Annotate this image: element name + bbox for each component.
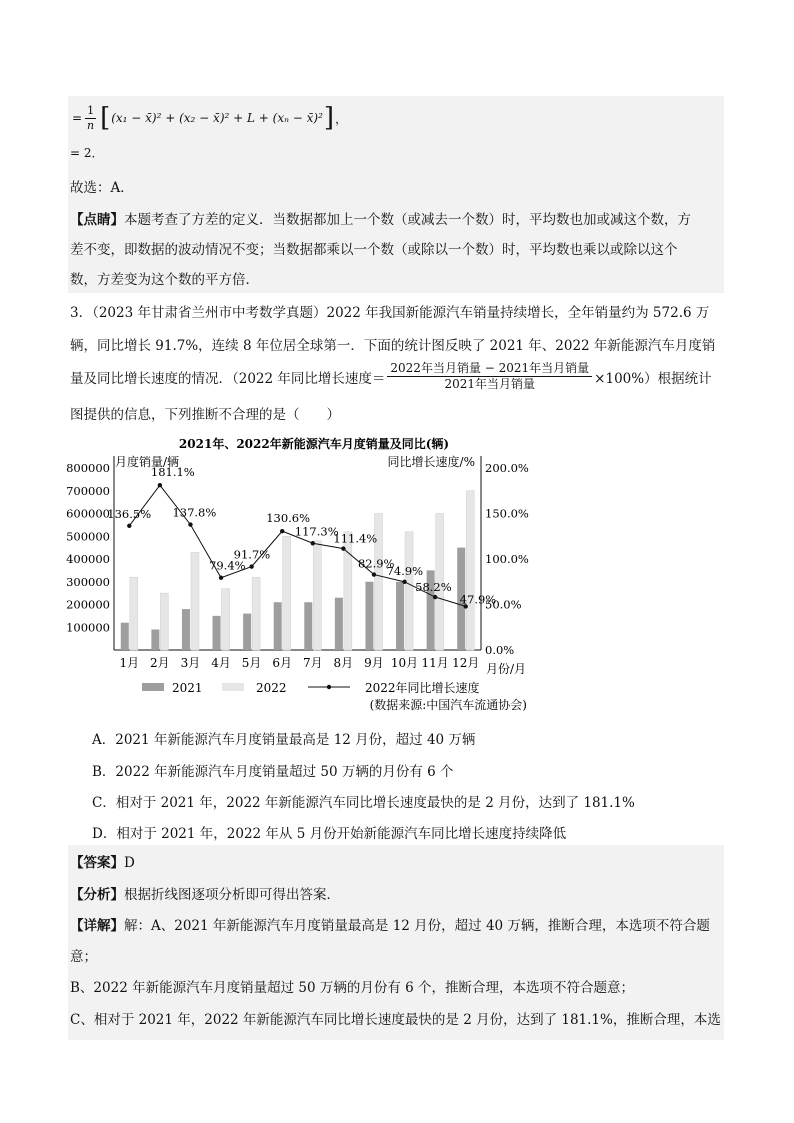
answer-tag: 【答案】 xyxy=(70,855,124,871)
growth-point-label: 74.9% xyxy=(386,563,424,578)
formula-numerator: 1 xyxy=(87,103,95,117)
growth-point-label: 130.6% xyxy=(266,511,311,526)
growth-point xyxy=(249,564,253,568)
y2-tick-label: 50.0% xyxy=(485,597,522,612)
y-tick-label: 800000 xyxy=(66,461,110,475)
x-tick-label: 4月 xyxy=(211,656,231,670)
y2-tick-label: 150.0% xyxy=(485,506,529,521)
detail-text-1: 解：A、2021 年新能源汽车月度销量最高是 12 月份，超过 40 万辆，推断合理，本选项不符合题 xyxy=(124,918,710,934)
dianjing-line-2: 差不变，即数据的波动情况不变；当数据都乘以一个数（或除以一个数）时，平均数也乘以或除以这个 xyxy=(70,242,678,258)
bar-2022 xyxy=(313,541,321,650)
growth-point xyxy=(341,546,345,550)
y-tick-label: 100000 xyxy=(66,620,110,635)
dianjing-tag: 【点睛】 xyxy=(70,212,124,228)
bar-2021 xyxy=(335,598,343,650)
formula-denominator: n xyxy=(87,118,95,132)
bar-2022 xyxy=(130,577,138,650)
chart-source: (数据来源:中国汽车流通协会) xyxy=(369,698,527,712)
bar-2022 xyxy=(160,593,168,650)
detail-tag: 【详解】 xyxy=(70,918,124,934)
y2-tick-label: 200.0% xyxy=(485,461,529,475)
option-b: B．2022 年新能源汽车月度销量超过 50 万辆的月份有 6 个 xyxy=(92,764,454,780)
bar-2021 xyxy=(151,630,159,650)
detail-line-3: B、2022 年新能源汽车月度销量超过 50 万辆的月份有 6 个，推断合理，本选项不符合题意； xyxy=(70,980,634,996)
bar-2022 xyxy=(466,491,474,650)
growth-point xyxy=(280,529,284,533)
formula-comma: ， xyxy=(335,111,348,126)
chart-xlabel: 月份/月 xyxy=(486,662,527,676)
analysis-line xyxy=(70,883,724,903)
detail-line-4: C、相对于 2021 年，2022 年新能源汽车同比增长速度最快的是 2 月份，达到了 181.1%，推断合理，本选 xyxy=(70,1012,721,1028)
question-line-3 xyxy=(70,361,724,392)
bar-2022 xyxy=(222,589,230,650)
answer-text: D xyxy=(124,855,135,871)
dianjing-text-1: 本题考查了方差的定义．当数据都加上一个数（或减去一个数）时，平均数也加或减这个数，方 xyxy=(124,212,691,228)
x-tick-label: 5月 xyxy=(241,656,262,670)
chart-axes xyxy=(114,456,481,650)
growth-point-label: 137.8% xyxy=(172,505,217,520)
bar-2022 xyxy=(405,532,413,650)
growth-rate-denominator: 2021年当月销量 xyxy=(444,377,536,391)
bar-2021 xyxy=(396,582,404,650)
detail-line-1 xyxy=(70,914,724,934)
chart-ylabel: 月度销量/辆 xyxy=(115,455,180,469)
bar-2022 xyxy=(252,577,260,650)
growth-point-label: 79.4% xyxy=(209,558,246,573)
dianjing-line-3: 数，方差变为这个数的平方倍． xyxy=(70,272,259,288)
legend-swatch-2022 xyxy=(222,683,244,691)
growth-point xyxy=(158,483,162,487)
dianjing-line-1 xyxy=(70,208,724,228)
analysis-tag: 【分析】 xyxy=(70,887,124,903)
legend-label-2022: 2022 xyxy=(256,681,287,695)
growth-point-label: 111.4% xyxy=(333,531,378,546)
x-tick-label: 6月 xyxy=(272,656,293,670)
x-tick-label: 1月 xyxy=(119,656,140,670)
choice-line: 故选：A． xyxy=(70,180,134,196)
option-c: C．相对于 2021 年，2022 年新能源汽车同比增长速度最快的是 2 月份，达到了 181.1% xyxy=(92,795,635,811)
option-d: D．相对于 2021 年，2022 年从 5 月份开始新能源汽车同比增长速度持续降低 xyxy=(92,826,567,842)
question-line-2: 辆，同比增长 91.7%，连续 8 年位居全球第一．下面的统计图反映了 2021 年、2022 年新能源汽车月度销 xyxy=(70,338,716,354)
growth-point-label: 58.2% xyxy=(415,580,452,595)
y-tick-label: 500000 xyxy=(66,529,110,544)
growth-point-label: 47.9% xyxy=(459,592,497,607)
bar-2022 xyxy=(283,536,291,650)
sales-chart xyxy=(0,430,794,730)
growth-point-label: 82.9% xyxy=(357,556,395,571)
question-line-3-post: ×100%）根据统计 xyxy=(594,370,712,387)
bar-2021 xyxy=(274,602,282,650)
legend-line-marker xyxy=(327,685,331,689)
question-line-3-pre: 量及同比增长速度的情况．（2022 年同比增长速度＝ xyxy=(70,370,386,387)
bar-2021 xyxy=(182,609,190,650)
growth-point xyxy=(402,580,406,584)
bar-2021 xyxy=(365,582,373,650)
x-tick-label: 2月 xyxy=(150,656,170,670)
formula-terms: (x₁ − x̄)² + (x₂ − x̄)² + L + (xₙ − x̄)² xyxy=(111,111,323,125)
formula-equals: = xyxy=(72,111,83,125)
bar-2021 xyxy=(243,614,251,650)
legend-label-growth: 2022年同比增长速度 xyxy=(365,681,480,695)
answer-line xyxy=(70,851,724,871)
y-tick-label: 300000 xyxy=(66,574,110,589)
growth-rate-numerator: 2022年当月销量 − 2021年当月销量 xyxy=(387,361,592,377)
detail-line-2: 意； xyxy=(70,949,97,965)
legend-swatch-2021 xyxy=(142,683,164,691)
formula-fraction xyxy=(85,104,96,133)
chart-title: 2021年、2022年新能源汽车月度销量及同比(辆) xyxy=(178,437,450,451)
option-a: A．2021 年新能源汽车月度销量最高是 12 月份，超过 40 万辆 xyxy=(92,732,476,748)
legend-label-2021: 2021 xyxy=(172,681,203,695)
bar-2021 xyxy=(213,616,221,650)
growth-point-label: 181.1% xyxy=(150,465,195,480)
growth-point-label: 91.7% xyxy=(233,547,271,562)
y-tick-label: 200000 xyxy=(66,597,110,612)
x-tick-label: 12月 xyxy=(452,656,480,670)
growth-rate-fraction xyxy=(387,361,592,392)
x-tick-label: 3月 xyxy=(180,656,201,670)
growth-point xyxy=(372,572,376,576)
x-tick-label: 7月 xyxy=(302,656,323,670)
growth-point xyxy=(433,595,437,599)
x-tick-label: 11月 xyxy=(421,656,449,670)
left-bracket: [ xyxy=(100,103,111,133)
growth-point xyxy=(188,522,192,526)
growth-point xyxy=(127,524,131,528)
y-tick-label: 400000 xyxy=(66,552,110,566)
question-line-1: 3．（2023 年甘肃省兰州市中考数学真题）2022 年我国新能源汽车销量持续增长，全年销量约为 572.6 万 xyxy=(70,305,710,321)
growth-point-label: 117.3% xyxy=(294,524,339,539)
result-line: = 2． xyxy=(70,146,104,160)
y-tick-label: 600000 xyxy=(66,506,110,521)
variance-formula xyxy=(72,100,347,136)
y2-tick-label: 100.0% xyxy=(485,552,529,566)
growth-point xyxy=(311,541,315,545)
x-tick-label: 10月 xyxy=(390,656,419,670)
right-bracket: ] xyxy=(323,103,335,133)
bar-2021 xyxy=(121,623,129,650)
bar-2022 xyxy=(191,552,199,650)
growth-point-label: 136.5% xyxy=(107,506,152,521)
chart-legend xyxy=(142,680,480,695)
x-tick-label: 9月 xyxy=(364,656,384,670)
chart-y2label: 同比增长速度/% xyxy=(387,455,475,469)
y2-tick-label: 0.0% xyxy=(485,643,515,657)
question-line-4: 图提供的信息，下列推断不合理的是（ ） xyxy=(70,407,340,423)
x-tick-label: 8月 xyxy=(333,656,354,670)
analysis-text: 根据折线图逐项分析即可得出答案． xyxy=(124,887,340,903)
bar-2021 xyxy=(304,602,312,650)
growth-point xyxy=(219,576,223,580)
y-tick-label: 700000 xyxy=(66,483,110,498)
